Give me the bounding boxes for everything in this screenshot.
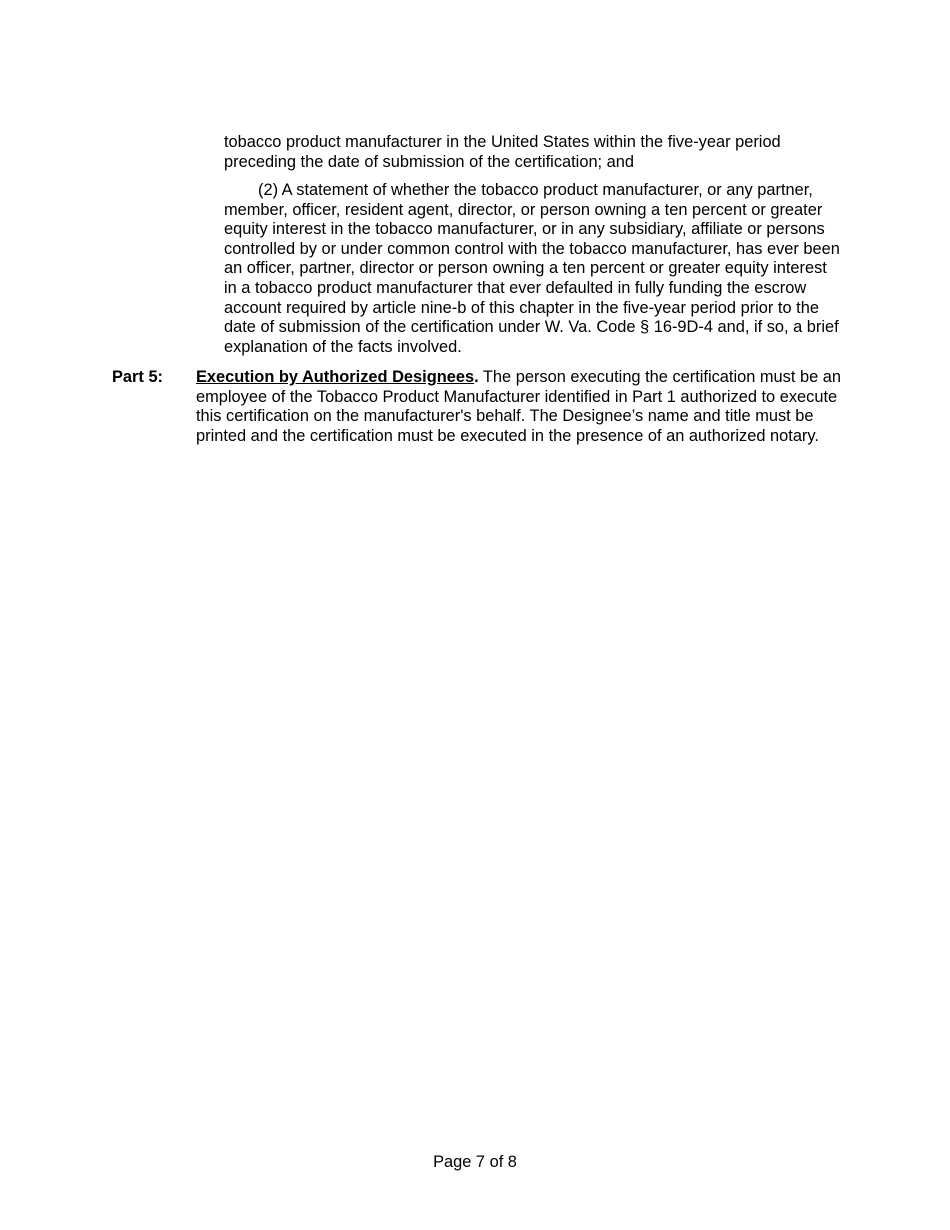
- part-5-label: Part 5:: [112, 368, 164, 386]
- page-number: Page 7 of 8: [433, 1153, 517, 1171]
- item-2-paragraph: (2) A statement of whether the tobacco product manufacturer, or any partner, member, officer, resident agent, director, or person owning a ten percent or greater equity interest in the tobacco manufacturer, or in any subsidiary, affiliate or persons controlled by or under common control with the tobacco manufacturer, has ever been an officer, partner, director or person owning a ten percent or greater equity interest in a tobacco product manufacturer that ever defaulted in fully funding the escrow account required by article nine-b of this chapter in the five-year period prior to the date of submission of the certification under W. Va. Code § 16-9D-4 and, if so, a brief explanation of the facts involved.: [224, 181, 840, 356]
- part-5-heading-period: .: [474, 368, 479, 386]
- part-5-heading: Execution by Authorized Designees: [196, 368, 475, 386]
- continuation-paragraph: tobacco product manufacturer in the United States within the five-year period preceding the date of submission of the certification; and: [224, 133, 781, 171]
- part-5-body-text: The person executing the certification must be an employee of the Tobacco Product Manufacturer identified in Part 1 authorized to execute this certification on the manufacturer's behalf. The Designee’s name and title must be printed and the certification must be executed in the presence of an authorized notary.: [196, 368, 841, 445]
- part-5-paragraph: [196, 368, 844, 446]
